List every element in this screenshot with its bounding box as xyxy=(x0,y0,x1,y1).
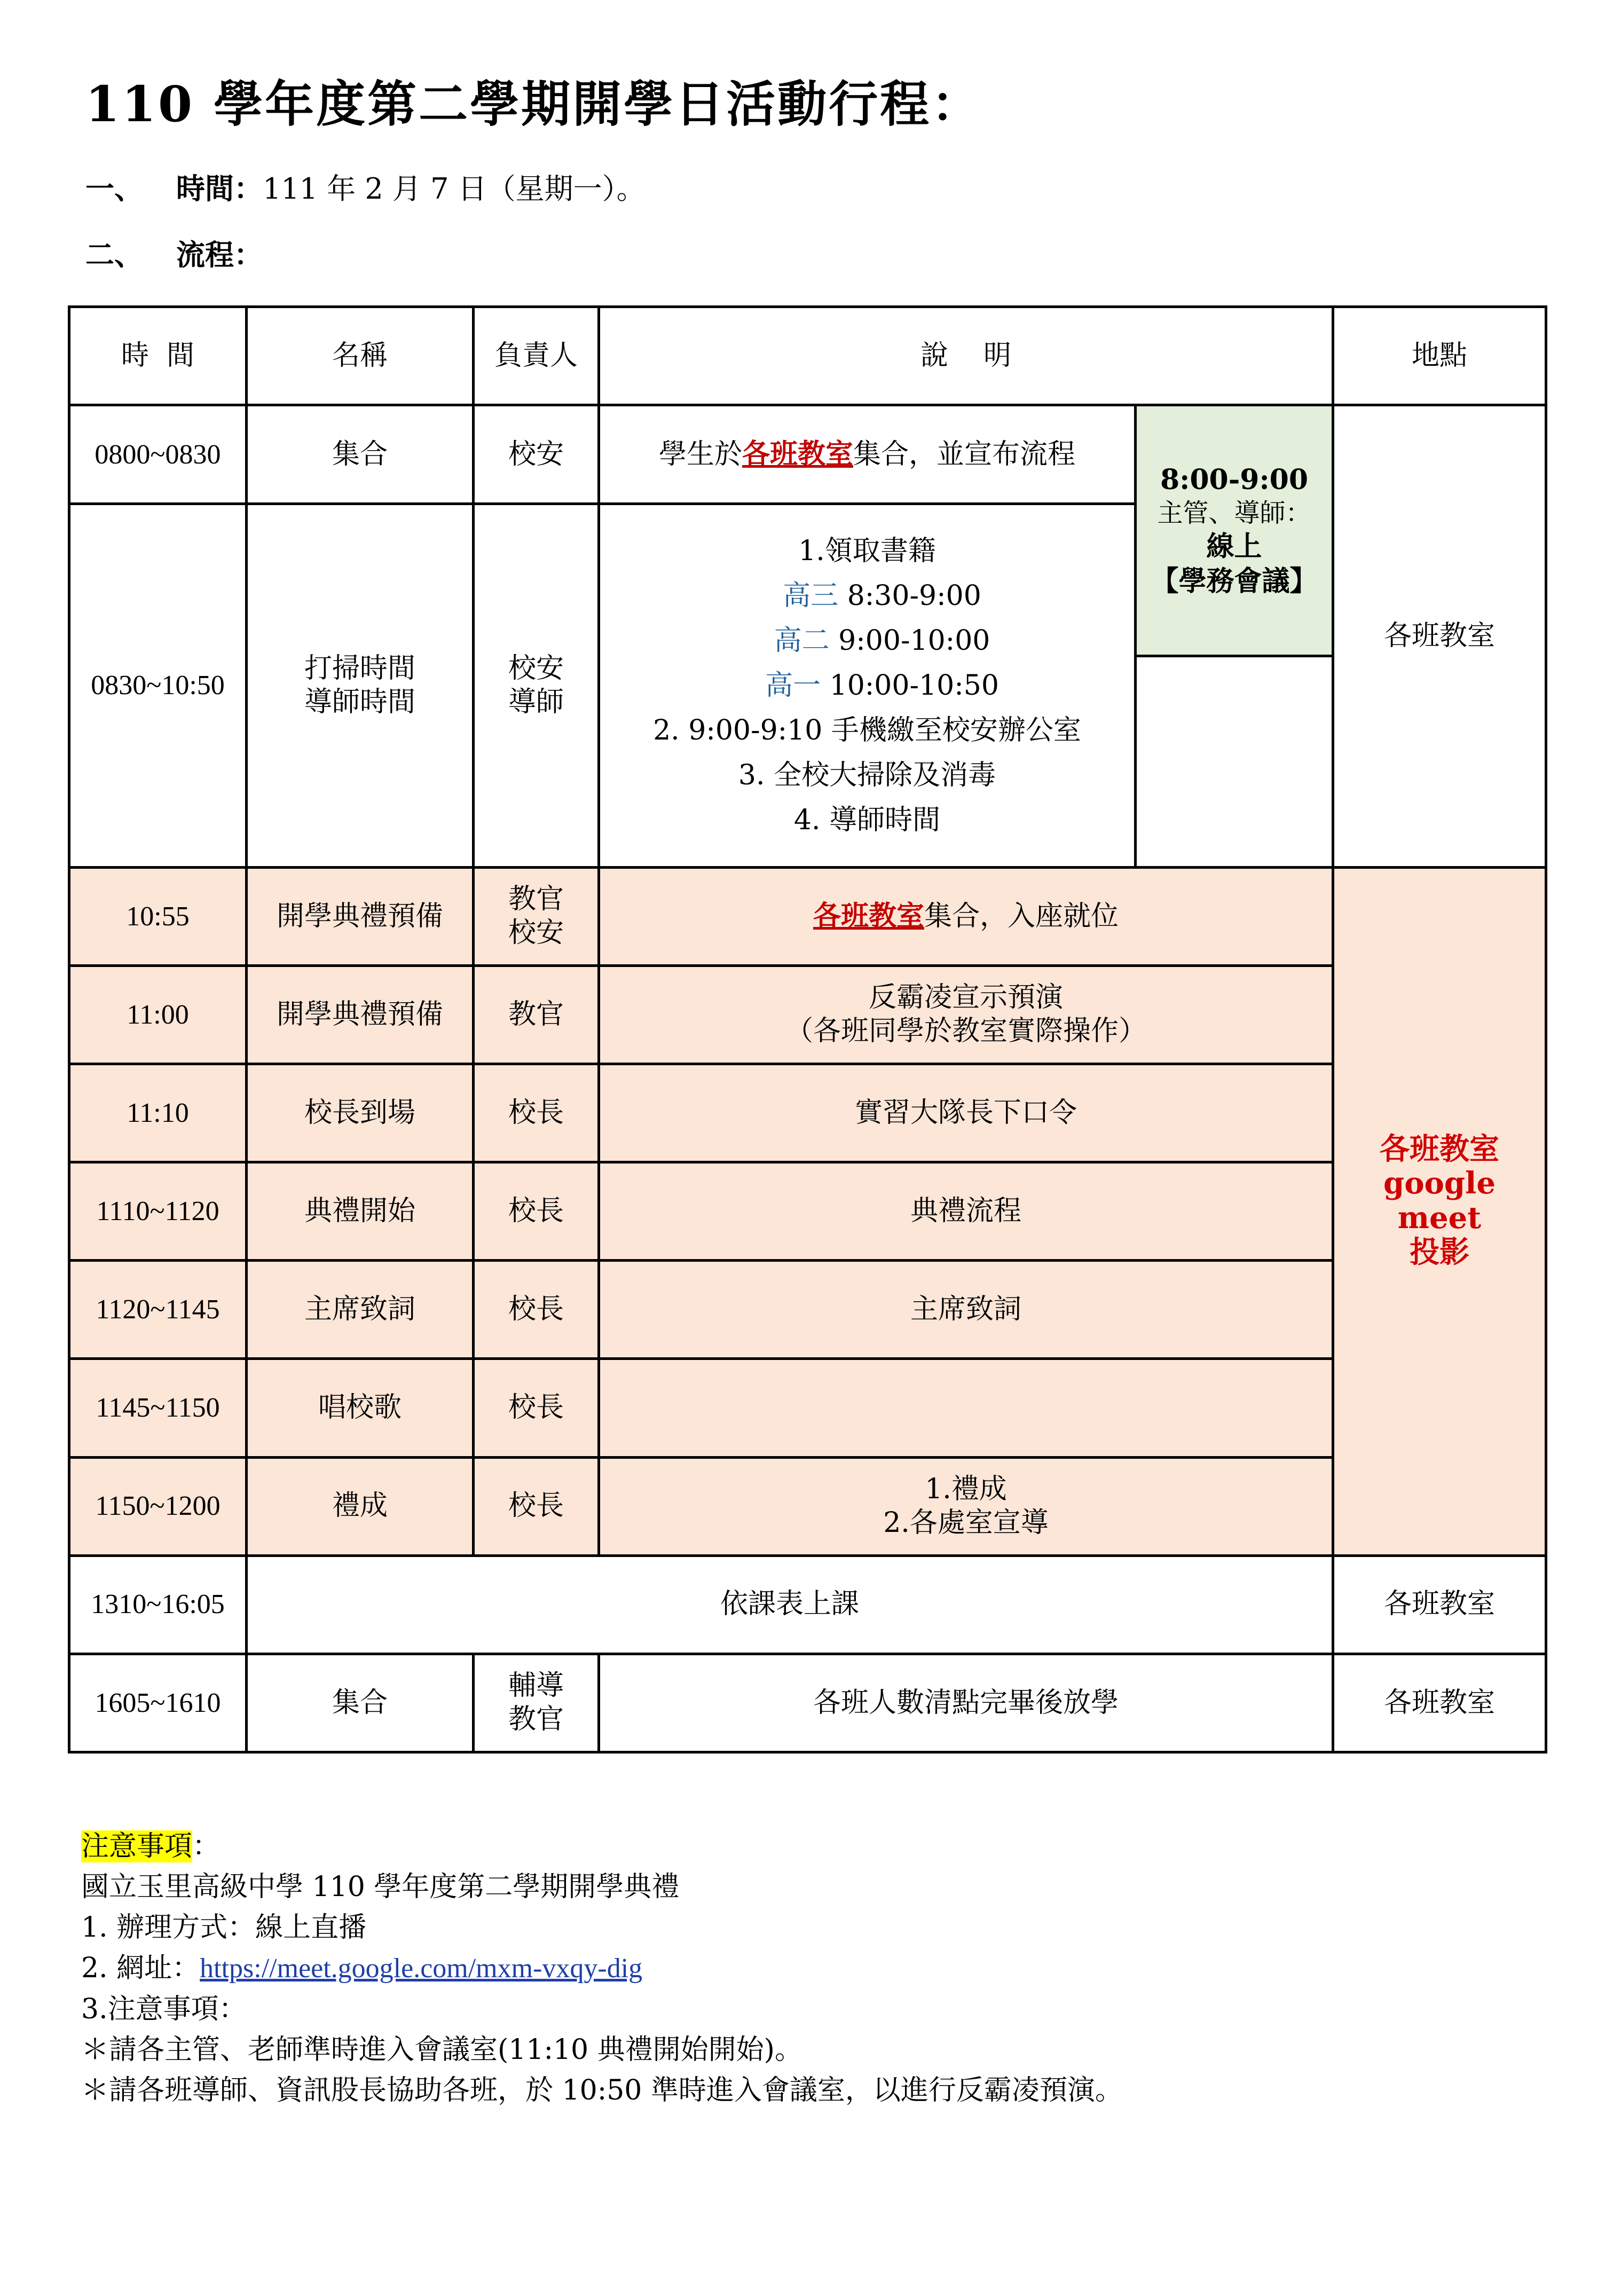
header-owner: 負責人 xyxy=(474,307,599,405)
meeting-mode: 線上 xyxy=(1206,530,1262,563)
row-time: 11:10 xyxy=(69,1064,247,1162)
page-title: 110 學年度第二學期開學日活動行程： xyxy=(85,75,983,133)
row-owner: 校長 xyxy=(474,1457,599,1555)
row-description: 各班人數清點完畢後放學 xyxy=(599,1654,1333,1752)
row-description xyxy=(599,1457,1333,1555)
section-number: 二、 xyxy=(85,238,143,272)
grade-time: 9:00-10:00 xyxy=(829,625,990,657)
grade-label: 高二 xyxy=(774,625,830,657)
row-description: 依課表上課 xyxy=(247,1555,1333,1654)
row-place xyxy=(1333,867,1546,1555)
desc-line: 1.禮成 xyxy=(925,1473,1007,1505)
section-flow xyxy=(85,238,263,272)
row-description: 主席致詞 xyxy=(599,1261,1333,1359)
desc-text: 集合，並宣布流程 xyxy=(853,438,1076,470)
owner-line: 教官 xyxy=(508,883,564,915)
row-time: 11:00 xyxy=(69,965,247,1064)
owner-line: 校安 xyxy=(508,917,564,949)
grade-time: 10:00-10:50 xyxy=(821,670,999,702)
desc-text: 學生於 xyxy=(658,438,742,470)
notes-line: 3.注意事項： xyxy=(81,1993,247,2025)
section-value: 111 年 2 月 7 日（星期一）。 xyxy=(263,172,646,206)
desc-line: （各班同學於教室實際操作） xyxy=(785,1015,1146,1048)
notes-heading: 注意事項 xyxy=(81,1830,193,1862)
table-row xyxy=(69,405,1546,504)
desc-text: 集合，入座就位 xyxy=(924,900,1119,933)
desc-line: 2. 9:00-9:10 手機繳至校安辦公室 xyxy=(653,714,1081,747)
desc-line: 2.各處室宣導 xyxy=(883,1507,1049,1539)
row-owner: 校長 xyxy=(474,1359,599,1457)
section-label: 時間： xyxy=(176,171,263,206)
row-time: 1145~1150 xyxy=(69,1359,247,1457)
row-owner xyxy=(474,867,599,965)
row-time: 0830~10:50 xyxy=(69,504,247,867)
table-row xyxy=(69,1261,1546,1359)
header-place: 地點 xyxy=(1333,307,1546,405)
table-row xyxy=(69,965,1546,1064)
row-description: 實習大隊長下口令 xyxy=(599,1064,1333,1162)
name-line: 導師時間 xyxy=(304,686,415,719)
notes-line: ＊請各主管、老師準時進入會議室(11:10 典禮開始開始)。 xyxy=(81,2034,802,2066)
empty-cell xyxy=(1137,657,1332,866)
table-row xyxy=(69,867,1546,965)
grade-time: 8:30-9:00 xyxy=(838,580,981,612)
table-row xyxy=(69,1064,1546,1162)
schedule-table xyxy=(68,305,1547,1754)
row-owner: 校長 xyxy=(474,1162,599,1261)
desc-line: 1.領取書籍 xyxy=(798,535,936,568)
desc-emphasis: 各班教室 xyxy=(742,438,853,470)
row-place: 各班教室 xyxy=(1333,1654,1546,1752)
row-description xyxy=(599,867,1333,965)
online-meeting-note xyxy=(1136,405,1333,868)
row-name: 典禮開始 xyxy=(247,1162,474,1261)
owner-line: 導師 xyxy=(508,686,564,719)
row-name: 主席致詞 xyxy=(247,1261,474,1359)
meet-link[interactable]: https://meet.google.com/mxm-vxqy-dig xyxy=(200,1953,643,1984)
desc-line: 3. 全校大掃除及消毒 xyxy=(738,759,996,792)
table-row xyxy=(69,1162,1546,1261)
header-description: 說 明 xyxy=(599,307,1333,405)
table-row xyxy=(69,1457,1546,1555)
header-name: 名稱 xyxy=(247,307,474,405)
table-row xyxy=(69,1654,1546,1752)
meeting-time: 8:00-9:00 xyxy=(1160,463,1309,497)
grade-label: 高三 xyxy=(783,580,839,612)
row-description xyxy=(599,504,1136,867)
row-owner: 校安 xyxy=(474,405,599,504)
section-number: 一、 xyxy=(85,171,143,206)
owner-line: 輔導 xyxy=(508,1669,564,1702)
place-line: google meet xyxy=(1383,1166,1496,1236)
row-time: 1120~1145 xyxy=(69,1261,247,1359)
row-owner: 教官 xyxy=(474,965,599,1064)
notes-line: 1. 辦理方式：線上直播 xyxy=(81,1912,367,1944)
row-time: 1310~16:05 xyxy=(69,1555,247,1654)
row-owner: 校長 xyxy=(474,1261,599,1359)
row-time: 1150~1200 xyxy=(69,1457,247,1555)
place-line: 各班教室 xyxy=(1380,1131,1499,1167)
meeting-name: 【學務會議】 xyxy=(1151,565,1318,598)
row-description xyxy=(599,965,1333,1064)
section-time xyxy=(85,171,646,206)
row-time: 0800~0830 xyxy=(69,405,247,504)
table-row xyxy=(69,1555,1546,1654)
row-name: 開學典禮預備 xyxy=(247,867,474,965)
row-name: 開學典禮預備 xyxy=(247,965,474,1064)
row-description xyxy=(599,1359,1333,1457)
row-owner: 校長 xyxy=(474,1064,599,1162)
header-time: 時 間 xyxy=(69,307,247,405)
meeting-attendees: 主管、導師： xyxy=(1157,498,1311,529)
row-description xyxy=(599,405,1136,504)
row-name: 校長到場 xyxy=(247,1064,474,1162)
notes-heading-colon: ： xyxy=(192,1830,221,1862)
desc-line: 4. 導師時間 xyxy=(793,804,941,837)
owner-line: 校安 xyxy=(508,652,564,685)
notes-section xyxy=(81,1826,1123,2111)
desc-line: 反霸凌宣示預演 xyxy=(868,981,1063,1013)
row-name: 唱校歌 xyxy=(247,1359,474,1457)
row-place: 各班教室 xyxy=(1333,1555,1546,1654)
row-description: 典禮流程 xyxy=(599,1162,1333,1261)
row-time: 1605~1610 xyxy=(69,1654,247,1752)
row-time: 1110~1120 xyxy=(69,1162,247,1261)
name-line: 打掃時間 xyxy=(304,652,415,685)
row-name xyxy=(247,504,474,867)
row-owner xyxy=(474,504,599,867)
table-row xyxy=(69,1359,1546,1457)
row-time: 10:55 xyxy=(69,867,247,965)
row-name: 禮成 xyxy=(247,1457,474,1555)
notes-line: 2. 網址： xyxy=(81,1952,200,1984)
row-name: 集合 xyxy=(247,1654,474,1752)
notes-line: 國立玉里高級中學 110 學年度第二學期開學典禮 xyxy=(81,1871,680,1903)
grade-label: 高一 xyxy=(765,670,821,702)
table-header-row xyxy=(69,307,1546,405)
row-place: 各班教室 xyxy=(1333,405,1546,868)
place-line: 投影 xyxy=(1410,1235,1469,1270)
notes-line: ＊請各班導師、資訊股長協助各班，於 10:50 準時進入會議室，以進行反霸凌預演。 xyxy=(81,2074,1123,2106)
desc-emphasis: 各班教室 xyxy=(813,900,924,933)
row-name: 集合 xyxy=(247,405,474,504)
owner-line: 教官 xyxy=(508,1703,564,1736)
row-owner xyxy=(474,1654,599,1752)
section-label: 流程： xyxy=(176,238,263,272)
